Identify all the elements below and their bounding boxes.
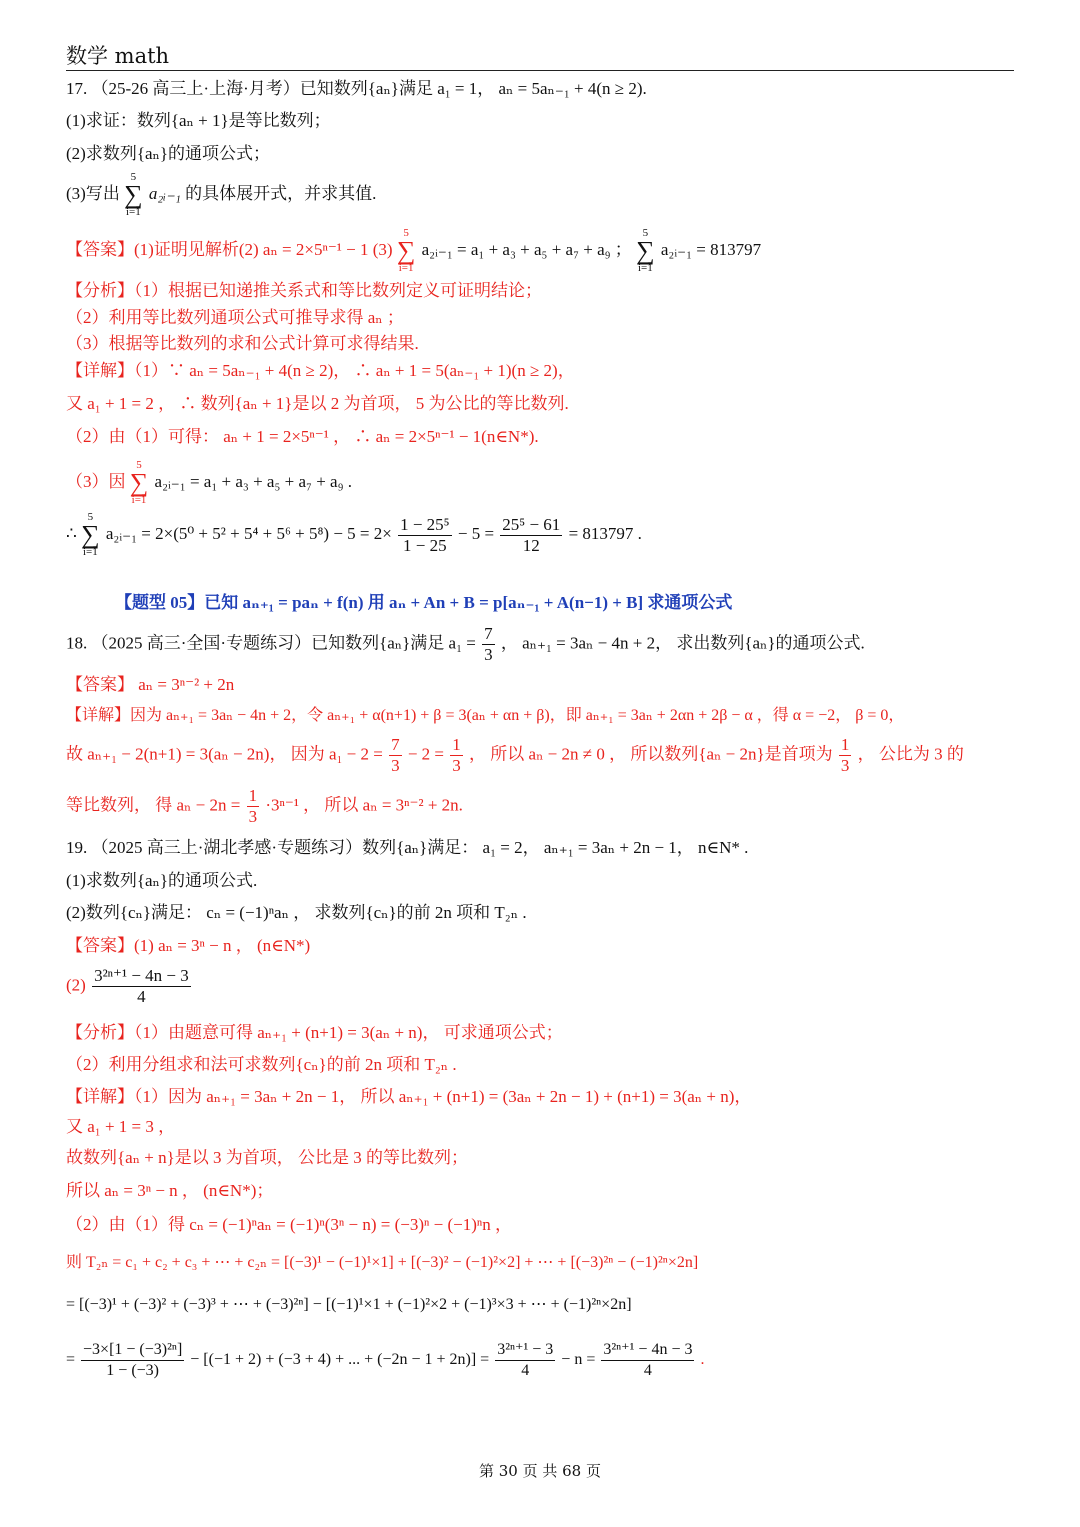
q18-stem: 18. （2025 高三·全国·专题练习）已知数列{aₙ}满足 a₁ = $\frac{7}{3}$ ， aₙ₊₁ = 3aₙ − 4n + 2， 求出数列{aₙ}的通项公式.: [66, 624, 865, 664]
fraction: $\frac{7}{3}$: [484, 624, 493, 664]
topic-05-heading: 【题型 05】已知 aₙ₊₁ = paₙ + f(n) 用 aₙ + An + B = p[aₙ₋₁ + A(n−1) + B] 求通项公式: [115, 593, 733, 612]
q17-answer: 【答案】(1)证明见解析(2) aₙ = 2×5ⁿ⁻¹ − 1 (3) 5 ∑ i=1 a₂ᵢ₋₁ = a₁ + a₃ + a₅ + a₇ + a₉ ； 5 ∑ i=1 a₂ᵢ₋₁ = 813797: [66, 227, 762, 274]
q18-detail-1: 【详解】因为 aₙ₊₁ = 3aₙ − 4n + 2，令 aₙ₊₁ + α(n+1) + β = 3(aₙ + αn + β)，即 aₙ₊₁ = 3aₙ + 2αn + 2β − α ，得 α = −2， β = 0，: [66, 707, 905, 724]
q18-detail-3: 等比数列， 得 aₙ − 2n = $\frac{1}{3}$ ·3ⁿ⁻¹ ， 所以 aₙ = 3ⁿ⁻² + 2n.: [66, 786, 463, 826]
q19-detail-3: 故数列{aₙ + n}是以 3 为首项， 公比是 3 的等比数列；: [66, 1148, 469, 1167]
q17-detail-2: 又 a₁ + 1 = 2 ， ∴ 数列{aₙ + 1}是以 2 为首项， 5 为公比的等比数列.: [66, 394, 569, 413]
summation-symbol: 5 ∑ i=1: [124, 171, 143, 218]
q19-answer-2: (2) $\frac{\text{3²ⁿ⁺¹ − 4n − 3}}{4}$: [66, 966, 189, 1006]
q19-analysis-1: 【分析】（1）由题意可得 aₙ₊₁ + (n+1) = 3(aₙ + n)， 可求通项公式；: [66, 1023, 563, 1042]
q17-detail-5: ∴ 5 ∑ i=1 a₂ᵢ₋₁ = 2×(5⁰ + 5² + 5⁴ + 5⁶ + 5⁸) − 5 = 2× $\frac{\text{1 − 25⁵}}{1 - 25}$ − 5 = $\frac{\text{25⁵ − 61}}{12}$ = 813797 .: [66, 511, 642, 558]
q17-stem: 17. （25-26 高三上·上海·月考）已知数列{aₙ}满足 a₁ = 1， aₙ = 5aₙ₋₁ + 4(n ≥ 2).: [66, 79, 647, 98]
q18-answer: 【答案】 aₙ = 3ⁿ⁻² + 2n: [66, 675, 235, 694]
q19-detail-8: = $\frac{\text{−3×[1 − (−3)²ⁿ]}}{1 - (-3)}$ − [(−1 + 2) + (−3 + 4) + ... + (−2n − 1 + 2n)] = $\frac{\text{3²ⁿ⁺¹ − 3}}{4}$ − n = $\frac{\text{3²ⁿ⁺¹ − 4n − 3}}{4}$ .: [66, 1341, 705, 1379]
q19-detail-7: = [(−3)¹ + (−3)² + (−3)³ + ⋯ + (−3)²ⁿ] − [(−1)¹×1 + (−1)²×2 + (−1)³×3 + ⋯ + (−1)²ⁿ×2n]: [66, 1296, 632, 1313]
page-footer: 第 30 页 共 68 页: [478, 1462, 601, 1480]
q17-detail-3: （2）由（1）可得： aₙ + 1 = 2×5ⁿ⁻¹ ， ∴ aₙ = 2×5ⁿ⁻¹ − 1(n∈N*).: [66, 427, 539, 446]
header-title: 数学 math: [66, 44, 170, 68]
q17-analysis-3: （3）根据等比数列的求和公式计算可求得结果.: [66, 334, 419, 353]
q19-detail-6: 则 T₂ₙ = c₁ + c₂ + c₃ + ⋯ + c₂ₙ = [(−3)¹ − (−1)¹×1] + [(−3)² − (−1)²×2] + ⋯ + [(−3)²ⁿ − (−1)²ⁿ×2n]: [66, 1254, 699, 1271]
q19-answer-1: 【答案】(1) aₙ = 3ⁿ − n ， (n∈N*): [66, 936, 311, 955]
q19-detail-2: 又 a₁ + 1 = 3 ，: [66, 1117, 176, 1136]
q19-analysis-2: （2）利用分组求和法可求数列{cₙ}的前 2n 项和 T₂ₙ .: [66, 1055, 457, 1074]
q17-analysis-1: 【分析】（1）根据已知递推关系式和等比数列定义可证明结论；: [66, 281, 542, 300]
q19-stem: 19. （2025 高三上·湖北孝感·专题练习）数列{aₙ}满足： a₁ = 2， aₙ₊₁ = 3aₙ + 2n − 1， n∈N* .: [66, 838, 749, 857]
q19-detail-1: 【详解】（1）因为 aₙ₊₁ = 3aₙ + 2n − 1， 所以 aₙ₊₁ + (n+1) = (3aₙ + 2n − 1) + (n+1) = 3(aₙ + n)，: [66, 1087, 752, 1106]
page-header: [66, 40, 1014, 71]
fraction: $\frac{\text{1 − 25⁵}}{1 - 25}$: [400, 514, 450, 555]
fraction: $\frac{\text{25⁵ − 61}}{12}$: [502, 514, 561, 555]
q19-part2: (2)数列{cₙ}满足： cₙ = (−1)ⁿaₙ ， 求数列{cₙ}的前 2n 项和 T₂ₙ .: [66, 903, 527, 922]
q17-part3: (3)写出 5 ∑ i=1 a₂ᵢ₋₁ 的具体展开式，并求其值.: [66, 171, 377, 218]
q17-detail-1: 【详解】（1）∵ aₙ = 5aₙ₋₁ + 4(n ≥ 2)， ∴ aₙ + 1 = 5(aₙ₋₁ + 1)(n ≥ 2)，: [66, 361, 575, 380]
q17-part1: (1)求证：数列{aₙ + 1}是等比数列；: [66, 111, 331, 130]
q19-detail-5: （2）由（1）得 cₙ = (−1)ⁿaₙ = (−1)ⁿ(3ⁿ − n) = (−3)ⁿ − (−1)ⁿn ，: [66, 1215, 512, 1234]
q17-analysis-2: （2）利用等比数列通项公式可推导求得 aₙ ；: [66, 308, 404, 327]
q17-detail-4: （3）因 5 ∑ i=1 a₂ᵢ₋₁ = a₁ + a₃ + a₅ + a₇ + a₉ .: [66, 459, 352, 506]
q19-detail-4: 所以 aₙ = 3ⁿ − n ， (n∈N*)；: [66, 1181, 274, 1200]
q17-part2: (2)求数列{aₙ}的通项公式；: [66, 144, 271, 163]
q19-part1: (1)求数列{aₙ}的通项公式.: [66, 871, 258, 890]
q18-detail-2: 故 aₙ₊₁ − 2(n+1) = 3(aₙ − 2n)， 因为 a₁ − 2 = $\frac{7}{3}$ − 2 = $\frac{1}{3}$ ， 所以 aₙ − 2n ≠ 0 ， 所以数列{aₙ − 2n}是首项为 $\frac{1}{3}$ ， 公比为 3 的: [66, 735, 964, 775]
